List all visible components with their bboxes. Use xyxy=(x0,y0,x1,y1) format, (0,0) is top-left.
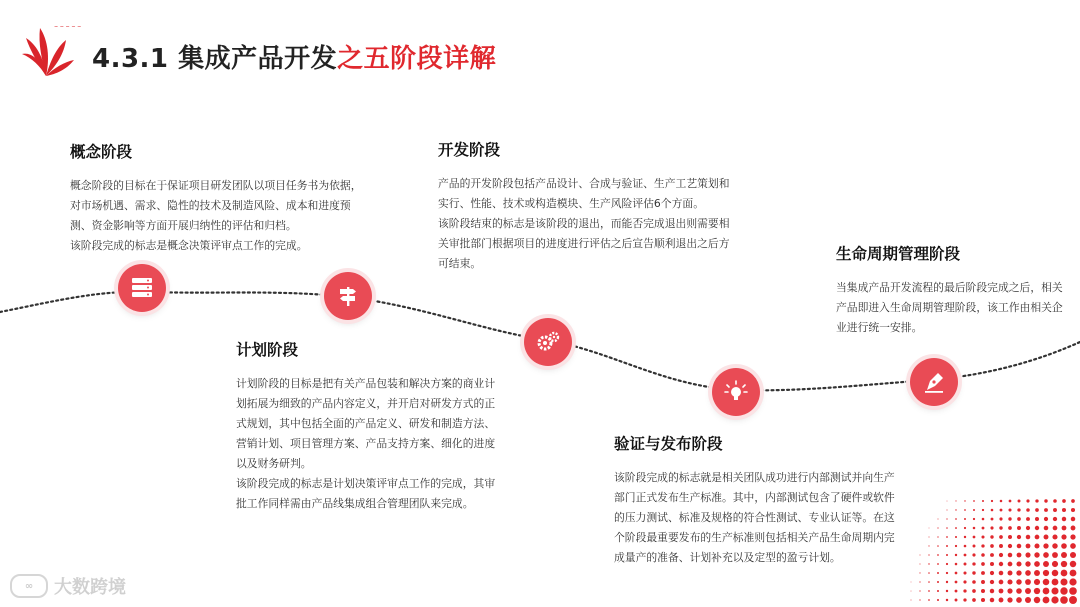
halftone-dot xyxy=(1009,500,1012,503)
halftone-dot xyxy=(955,509,956,510)
halftone-dot xyxy=(973,527,976,530)
halftone-dot xyxy=(1018,500,1021,503)
halftone-dot xyxy=(1062,526,1067,531)
halftone-dot xyxy=(1008,517,1011,520)
halftone-dot xyxy=(946,590,948,592)
svg-text:~ ~ ~ ~ ~: ~ ~ ~ ~ ~ xyxy=(54,24,82,30)
halftone-dot xyxy=(972,553,975,556)
halftone-dot xyxy=(1017,526,1021,530)
halftone-dot xyxy=(1016,579,1021,584)
halftone-dot xyxy=(955,527,957,529)
halftone-dot xyxy=(972,598,976,602)
halftone-dot xyxy=(1017,535,1021,539)
stage-node-plan xyxy=(324,272,372,320)
lightbulb-icon xyxy=(723,379,749,405)
halftone-dot xyxy=(911,591,912,592)
halftone-dot xyxy=(937,527,938,528)
halftone-dot xyxy=(946,572,948,574)
halftone-dot xyxy=(955,500,956,501)
stage-node-lifecycle xyxy=(910,358,958,406)
stage-text: 该阶段完成的标志是计划决策评审点工作的完成，其审批工作同样需由产品线集成组合管理团队来完成。 xyxy=(236,477,496,510)
halftone-dot xyxy=(946,554,948,556)
halftone-dot xyxy=(1070,534,1075,539)
server-database-icon xyxy=(129,275,155,301)
signpost-icon xyxy=(335,283,361,309)
halftone-dot xyxy=(1017,544,1022,549)
halftone-dot xyxy=(1016,561,1021,566)
halftone-dot xyxy=(999,526,1002,529)
halftone-dot xyxy=(1044,508,1048,512)
halftone-dot xyxy=(1071,508,1075,512)
halftone-dot xyxy=(990,544,994,548)
halftone-dot xyxy=(1043,597,1050,604)
halftone-dot xyxy=(999,580,1004,585)
halftone-dot xyxy=(981,562,985,566)
halftone-dot xyxy=(991,509,994,512)
halftone-dot xyxy=(1071,499,1075,503)
halftone-dot xyxy=(937,581,939,583)
halftone-dot xyxy=(1043,588,1050,595)
halftone-dot xyxy=(919,581,920,582)
halftone-dot xyxy=(946,509,947,510)
halftone-dot xyxy=(1035,508,1039,512)
halftone-dot xyxy=(919,572,920,573)
halftone-dot xyxy=(1034,597,1040,603)
halftone-dot xyxy=(1026,517,1030,521)
watermark-logo-icon: ∞ xyxy=(10,574,48,598)
stage-node-verify xyxy=(712,368,760,416)
halftone-dot xyxy=(1026,535,1031,540)
halftone-dot xyxy=(964,509,966,511)
halftone-dot xyxy=(1070,543,1076,549)
halftone-dot xyxy=(1052,543,1057,548)
halftone-dot xyxy=(928,581,930,583)
halftone-dot xyxy=(973,545,976,548)
halftone-dot xyxy=(991,518,994,521)
halftone-dot xyxy=(973,536,976,539)
halftone-dot xyxy=(999,517,1002,520)
halftone-dot xyxy=(990,589,994,593)
halftone-dot xyxy=(982,518,985,521)
halftone-dot xyxy=(963,571,966,574)
halftone-dot xyxy=(1052,570,1059,577)
halftone-dot xyxy=(982,509,984,511)
halftone-dot xyxy=(919,599,920,600)
halftone-dot xyxy=(946,536,948,538)
halftone-dot xyxy=(928,545,929,546)
stage-title: 计划阶段 xyxy=(236,341,299,359)
halftone-dot xyxy=(1061,543,1067,549)
halftone-dot xyxy=(981,571,985,575)
halftone-dot xyxy=(1035,535,1040,540)
stage-text: 产品的开发阶段包括产品设计、合成与验证、生产工艺策划和实行、性能、技术或构造模块、生产风险评估6个方面。 xyxy=(438,177,730,210)
halftone-dot xyxy=(1044,535,1049,540)
halftone-dot xyxy=(1000,509,1003,512)
stage-title: 概念阶段 xyxy=(70,143,133,161)
halftone-dot xyxy=(972,571,975,574)
halftone-dot xyxy=(964,563,967,566)
halftone-dot xyxy=(1070,561,1076,567)
stage-title: 生命周期管理阶段 xyxy=(836,245,961,263)
halftone-dot xyxy=(1026,526,1030,530)
halftone-dot xyxy=(1034,552,1039,557)
halftone-dot xyxy=(1035,517,1039,521)
stage-node-develop xyxy=(524,318,572,366)
halftone-dot xyxy=(1070,552,1076,558)
halftone-dot xyxy=(1008,526,1012,530)
halftone-dot xyxy=(990,598,994,602)
halftone-dot xyxy=(946,527,948,529)
halftone-dot xyxy=(1052,579,1059,586)
halftone-dot xyxy=(964,500,965,501)
stage-node-concept xyxy=(118,264,166,312)
halftone-dot xyxy=(1007,597,1012,602)
halftone-dot xyxy=(972,580,976,584)
halftone-dot xyxy=(955,545,957,547)
halftone-dot xyxy=(929,537,930,538)
halftone-dot xyxy=(964,536,966,538)
stage-text: 该阶段完成的标志就是相关团队成功进行内部测试并向生产部门正式发布生产标准。其中，内部测试包含了硬件或软件的压力测试、标准及规格的符合性测试、专业认证等。在这个阶段最重要发布的生产标准则包括相关产品生命周期内完成量产的准备、计划补充以及定型的盈亏计划。 xyxy=(614,471,895,564)
halftone-dot xyxy=(928,599,930,601)
halftone-dot xyxy=(937,590,939,592)
halftone-dot xyxy=(1034,579,1040,585)
halftone-dot xyxy=(920,555,921,556)
halftone-dot xyxy=(1053,499,1057,503)
halftone-dot xyxy=(973,500,975,502)
stage-block-plan xyxy=(236,338,498,514)
halftone-dot xyxy=(1044,499,1047,502)
halftone-dot xyxy=(955,581,958,584)
stage-block-develop xyxy=(438,138,730,274)
halftone-dot xyxy=(1044,526,1049,531)
halftone-dot xyxy=(972,589,976,593)
halftone-dot xyxy=(1043,543,1048,548)
halftone-dot xyxy=(973,509,975,511)
stage-title: 验证与发布阶段 xyxy=(614,435,723,453)
halftone-dot xyxy=(1025,570,1031,576)
stage-block-concept xyxy=(70,140,370,256)
stage-block-verify xyxy=(614,432,904,568)
halftone-dot xyxy=(1044,517,1048,521)
halftone-dot xyxy=(1025,552,1030,557)
halftone-dot xyxy=(1026,499,1029,502)
halftone-dot xyxy=(990,571,994,575)
stage-title: 开发阶段 xyxy=(438,141,501,159)
halftone-dot xyxy=(1060,596,1068,604)
halftone-dot xyxy=(1035,526,1039,530)
halftone-dot xyxy=(981,544,984,547)
halftone-dot xyxy=(999,535,1003,539)
halftone-dot xyxy=(1034,561,1040,567)
halftone-dot xyxy=(1000,500,1003,503)
halftone-dot xyxy=(1034,588,1040,594)
halftone-dot xyxy=(999,589,1004,594)
halftone-dot xyxy=(1043,570,1049,576)
halftone-dot xyxy=(1007,588,1012,593)
halftone-dot xyxy=(1026,544,1031,549)
halftone-dot xyxy=(981,589,985,593)
halftone-dot xyxy=(946,545,948,547)
halftone-dot xyxy=(919,563,920,564)
halftone-dot xyxy=(999,571,1004,576)
halftone-dot xyxy=(946,581,948,583)
stage-text: 当集成产品开发流程的最后阶段完成之后，相关产品即进入生命周期管理阶段，该工作由相关企业进行统一安排。 xyxy=(836,281,1063,334)
halftone-dot xyxy=(1025,561,1030,566)
halftone-dot xyxy=(1061,534,1066,539)
halftone-dot xyxy=(981,553,985,557)
halftone-dot xyxy=(1026,508,1030,512)
halftone-dot xyxy=(1052,561,1058,567)
halftone-dot xyxy=(1016,588,1022,594)
halftone-dot xyxy=(999,553,1003,557)
halftone-dot xyxy=(947,501,948,502)
halftone-dot xyxy=(964,545,967,548)
title-main: 4.3.1 集成产品开发 xyxy=(92,44,338,74)
halftone-dot xyxy=(1069,596,1077,604)
halftone-dot xyxy=(1008,544,1012,548)
halftone-dot xyxy=(937,554,939,556)
halftone-dot xyxy=(1025,597,1031,603)
halftone-dot xyxy=(1025,579,1031,585)
title-accent: 之五阶段详解 xyxy=(337,44,497,74)
halftone-dot xyxy=(938,519,939,520)
halftone-dot xyxy=(1017,508,1020,511)
halftone-dot xyxy=(990,580,994,584)
halftone-dot xyxy=(937,599,939,601)
watermark-text: 大数跨境 xyxy=(54,577,126,598)
stage-text: 计划阶段的目标是把有关产品包装和解决方案的商业计划拓展为细致的产品内容定义，并开启对研发方式的正式规划，其中包括全面的产品定义、研发和制造方法、营销计划、项目管理方案、产品支持方案、细化的进度以及财务研判。 xyxy=(236,377,496,470)
halftone-dot xyxy=(937,536,938,537)
halftone-dot xyxy=(1052,534,1057,539)
halftone-dot xyxy=(964,518,966,520)
halftone-dot xyxy=(1043,579,1050,586)
halftone-dot xyxy=(1061,552,1067,558)
halftone-dot xyxy=(928,590,930,592)
halftone-dot xyxy=(1070,570,1077,577)
halftone-dot xyxy=(919,590,920,591)
halftone-dot xyxy=(981,535,984,538)
gears-icon xyxy=(535,329,561,355)
halftone-dot xyxy=(1060,587,1067,594)
halftone-dot xyxy=(1007,579,1012,584)
halftone-dot xyxy=(990,526,993,529)
halftone-dot xyxy=(955,518,957,520)
halftone-dot xyxy=(981,580,985,584)
halftone-dot xyxy=(1043,561,1049,567)
halftone-dot xyxy=(1069,587,1077,595)
halftone-dot xyxy=(955,563,958,566)
halftone-dot xyxy=(1008,571,1013,576)
halftone-dot xyxy=(1008,508,1011,511)
halftone-dot xyxy=(937,563,939,565)
halftone-dot xyxy=(1008,553,1013,558)
halftone-dot xyxy=(946,518,947,519)
halftone-dot xyxy=(963,580,966,583)
halftone-dot xyxy=(955,536,957,538)
halftone-dot xyxy=(999,544,1003,548)
halftone-dot xyxy=(1062,508,1066,512)
halftone-dot xyxy=(964,527,966,529)
halftone-dot xyxy=(1034,543,1039,548)
halftone-dot xyxy=(1017,553,1022,558)
halftone-dot xyxy=(929,528,930,529)
halftone-dot xyxy=(1052,552,1058,558)
halftone-dot xyxy=(1016,597,1022,603)
halftone-dot xyxy=(990,553,994,557)
halftone-dot xyxy=(1043,552,1049,558)
halftone-dot xyxy=(1051,587,1058,594)
halftone-dot xyxy=(955,590,958,593)
halftone-dot xyxy=(937,572,939,574)
pen-nib-icon xyxy=(921,369,947,395)
halftone-dot xyxy=(1062,499,1066,503)
halftone-dot xyxy=(963,598,966,601)
halftone-dot xyxy=(911,600,912,601)
halftone-dot xyxy=(1016,570,1021,575)
stage-text: 该阶段结束的标志是该阶段的退出，而能否完成退出则需要相关审批部门根据项目的进度进行评估之后宣告顺利退出之后方可结束。 xyxy=(438,217,730,270)
halftone-dot xyxy=(955,599,958,602)
halftone-dot xyxy=(1008,562,1013,567)
halftone-dot xyxy=(964,554,967,557)
halftone-dot xyxy=(1053,508,1057,512)
halftone-dot xyxy=(1060,578,1067,585)
halftone-dot xyxy=(1035,499,1038,502)
halftone-dot xyxy=(1053,517,1057,521)
halftone-dot xyxy=(999,562,1003,566)
halftone-dot xyxy=(1034,570,1040,576)
halftone-dot xyxy=(982,527,985,530)
halftone-dot xyxy=(955,554,957,556)
halftone-dot xyxy=(1071,517,1075,521)
halftone-dot xyxy=(1061,561,1067,567)
halftone-dot xyxy=(946,599,948,601)
watermark xyxy=(10,573,126,599)
stage-text: 概念阶段的目标在于保证项目研发团队以项目任务书为依据，对市场机遇、需求、隐性的技术及制造风险、成本和进度预测、资金影响等方面开展归纳性的评估和归档。 xyxy=(70,179,362,232)
halftone-dot xyxy=(928,572,930,574)
halftone-dot xyxy=(937,545,939,547)
halftone-dot xyxy=(1062,517,1066,521)
halftone-dot xyxy=(911,582,912,583)
halftone-dot xyxy=(982,500,984,502)
halftone-dot xyxy=(973,518,975,520)
halftone-dot xyxy=(1008,535,1012,539)
halftone-dot xyxy=(1061,570,1068,577)
halftone-decoration xyxy=(880,497,1080,607)
halftone-dot xyxy=(999,598,1004,603)
halftone-dot xyxy=(1051,596,1058,603)
halftone-dot xyxy=(1053,526,1058,531)
halftone-dot xyxy=(990,535,993,538)
halftone-dot xyxy=(928,554,929,555)
halftone-dot xyxy=(946,563,948,565)
halftone-dot xyxy=(981,598,985,602)
halftone-dot xyxy=(1025,588,1031,594)
halftone-dot xyxy=(991,500,993,502)
stage-block-lifecycle xyxy=(836,242,1068,338)
halftone-dot xyxy=(1069,578,1076,585)
halftone-dot xyxy=(963,589,966,592)
halftone-dot xyxy=(928,563,929,564)
halftone-dot xyxy=(990,562,994,566)
halftone-dot xyxy=(1071,526,1076,531)
stage-text: 该阶段完成的标志是概念决策评审点工作的完成。 xyxy=(70,239,308,252)
halftone-dot xyxy=(1017,517,1021,521)
halftone-dot xyxy=(955,572,958,575)
halftone-dot xyxy=(972,562,975,565)
